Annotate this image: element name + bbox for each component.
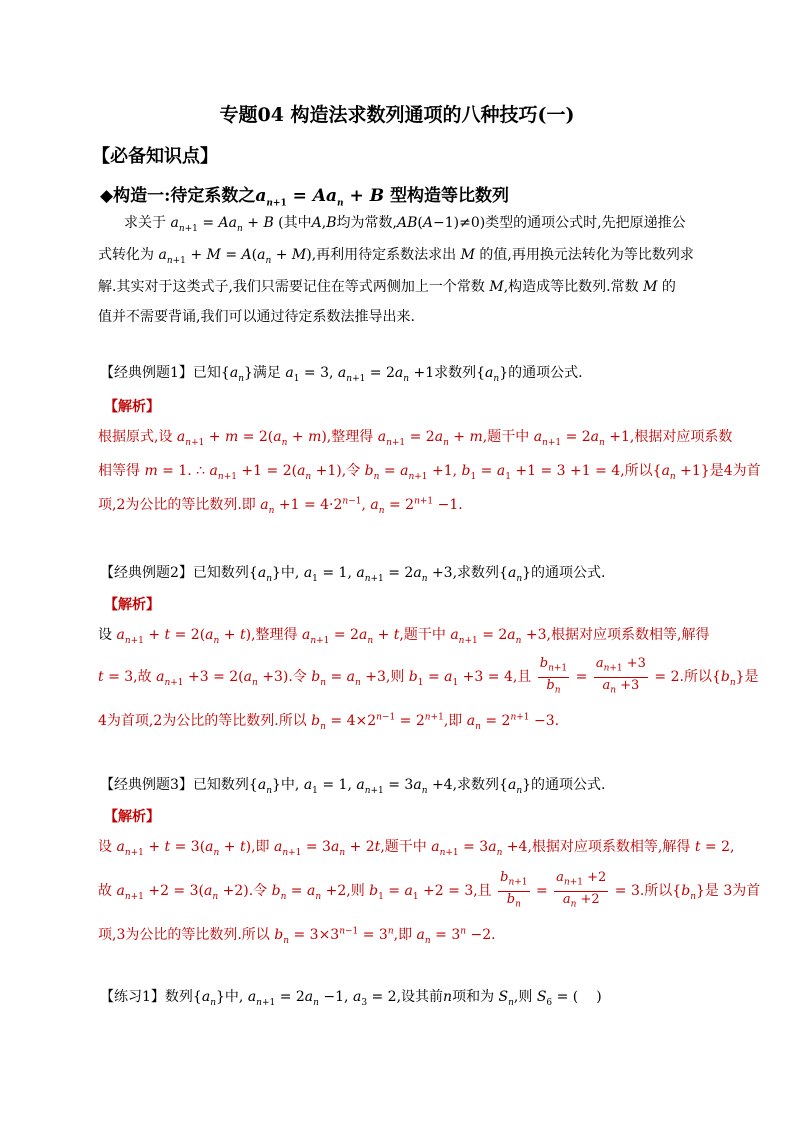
example-3-solution-label: 【解析】 xyxy=(104,809,160,825)
construct-line-3: 解.其实对于这类式子,我们只需要记住在等式两侧加上一个常数 M,构造成等比数列.常数 M 的 xyxy=(98,279,676,295)
example-3-label: 【经典例题3】 xyxy=(100,777,193,793)
section-heading: 【必备知识点】 xyxy=(92,146,218,167)
example-3-solution-line-1: 设 $a_{n+1} + t = 3(a_n + t)$,即 $a_{n+1} = 3a_n + 2t$,题干中 $a_{n+1} = 3a_n +4$,根据对应项系数相等,解得 t = 2, xyxy=(98,839,735,858)
example-1-question: 【经典例题1】已知$\{a_n\}$满足 $a_1 = 3$, $a_{n+1} = 2a_n +1$求数列$\{a_n\}$的通项公式. xyxy=(100,365,583,384)
example-3-solution-line-2: 故 $a_{n+1} +2 = 3(a_n +2)$.令 $b_n = a_n +2$,则 $b_1 = a_1 +2 = 3$,且 $\frac{b_{n+1}}{b_n}$ = $\frac{a_{n+1} +2}{a_n +2}$ = 3.所以$\{b_n\}$是 3为首 xyxy=(98,870,761,910)
example-1-solution-line-3: 项,2为公比的等比数列.即 $a_n +1 = 4\cdot 2^{n-1}$, $a_n = 2^{n+1} -1$. xyxy=(98,496,463,516)
exercise-1-label: 【练习1】 xyxy=(100,989,165,1005)
example-2-solution-line-1: 设 $a_{n+1} + t = 2(a_n + t)$,整理得 $a_{n+1} = 2a_n + t$,题干中 $a_{n+1} = 2a_n +3$,根据对应项系数相等,解得 xyxy=(98,627,710,646)
construct-heading: ◆构造一:待定系数之$a_{n+1} = Aa_n + B$ 型构造等比数列 xyxy=(100,186,509,209)
construct-line-2: 式转化为 $a_{n+1} + M = A(a_n + M)$,再利用待定系数法求出 M 的值,再用换元法转化为等比数列求 xyxy=(98,247,694,266)
example-2-solution-line-2: t = 3,故 $a_{n+1} +3 = 2(a_n +3)$.令 $b_n = a_n +3$,则 $b_1 = a_1 +3 = 4$,且 $\frac{b_{n+1}}{b_n}$ = $\frac{a_{n+1} +3}{a_n +3}$ = 2.所以$\{b_n\}$是 xyxy=(98,656,759,696)
page-title: 专题04 构造法求数列通项的八种技巧(一) xyxy=(219,104,575,126)
example-1-solution-label: 【解析】 xyxy=(104,399,160,415)
example-2-question: 【经典例题2】已知数列$\{a_n\}$中, $a_1 = 1$, $a_{n+1} = 2a_n +3$,求数列$\{a_n\}$的通项公式. xyxy=(100,565,606,584)
construct-line-1: 求关于 $a_{n+1} = Aa_n + B$ (其中A,B均为常数,AB(A−1)≠0)类型的通项公式时,先把原递推公 xyxy=(124,215,686,234)
example-1-solution-line-2: 相等得 m = 1. ∴ $a_{n+1} +1 = 2(a_n +1)$,令 $b_n = a_{n+1} +1$, $b_1 = a_1 +1 = 3 +1 = 4$,所以$\{a_n +1\}$是4为首 xyxy=(98,463,761,482)
example-3-solution-line-3: 项,3为公比的等比数列.所以 $b_n = 3\times 3^{n-1} = 3^n$,即 $a_n = 3^n -2$. xyxy=(98,926,496,946)
example-2-label: 【经典例题2】 xyxy=(100,565,193,581)
construct-line-4: 值并不需要背诵,我们可以通过待定系数法推导出来. xyxy=(98,309,415,325)
example-1-label: 【经典例题1】 xyxy=(100,365,193,381)
example-3-question: 【经典例题3】已知数列$\{a_n\}$中, $a_1 = 1$, $a_{n+1} = 3a_n +4$,求数列$\{a_n\}$的通项公式. xyxy=(100,777,606,796)
example-2-solution-line-3: 4为首项,2为公比的等比数列.所以 $b_n = 4\times 2^{n-1} = 2^{n+1}$,即 $a_n = 2^{n+1} -3$. xyxy=(98,712,560,732)
example-2-solution-label: 【解析】 xyxy=(104,597,160,613)
exercise-1-question: 【练习1】数列$\{a_n\}$中, $a_{n+1} = 2a_n -1$, $a_3 = 2$,设其前n项和为 $S_n$,则 $S_6$ = ( ) xyxy=(100,989,602,1008)
example-1-solution-line-1: 根据原式,设 $a_{n+1} + m = 2(a_n + m)$,整理得 $a_{n+1} = 2a_n + m$,题干中 $a_{n+1} = 2a_n +1$,根据对应项系数 xyxy=(98,429,733,448)
